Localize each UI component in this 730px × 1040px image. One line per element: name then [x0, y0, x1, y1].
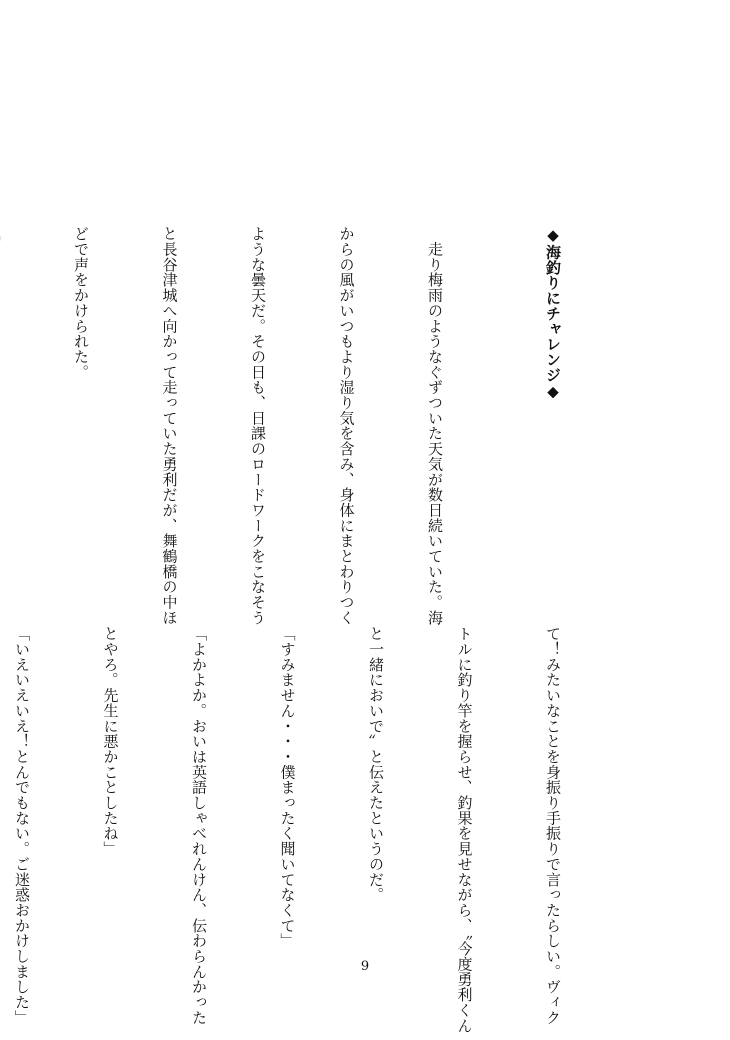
text-line: と一緒においで〟と伝えたというのだ。	[367, 626, 385, 903]
text-line: トルに釣り竿を握らせ、釣果を見せながら、〝今度勇利くん	[455, 626, 474, 1033]
text-line: て！みたいなことを身振り手振りで言ったらしい。ヴィク	[544, 626, 562, 1026]
section-title: ◆海釣りにチャレンジ◆	[544, 226, 562, 401]
text-line: 「すみません・・・僕まったく聞いてなくて」	[278, 626, 297, 949]
text-line: からの風がいつもより湿り気を含み、身体にまとわりつく	[337, 226, 356, 626]
text-line	[0, 226, 7, 606]
text-line: どで声をかけられた。	[72, 226, 90, 380]
page-number: 9	[360, 959, 370, 974]
text-line: 走り梅雨のようなぐずついた天気が数日続いていた。海	[426, 226, 444, 626]
text-line: とやろ。先生に悪かことしたね」	[101, 626, 120, 857]
text-line: と長谷津城へ向かって走っていた勇利だが、舞鶴橋の中ほ	[160, 226, 179, 626]
upper-text-block	[72, 226, 626, 626]
lower-text-block	[13, 626, 626, 1033]
text-line: ような曇天だ。その日も、日課のロードワークをこなそう	[249, 226, 267, 626]
text-line: 「よかよか。おいは英語しゃべれんけん、伝わらんかった	[190, 626, 208, 1026]
text-line: 「いえいえいえ！とんでもない。ご迷惑おかけしました」	[13, 626, 31, 1026]
